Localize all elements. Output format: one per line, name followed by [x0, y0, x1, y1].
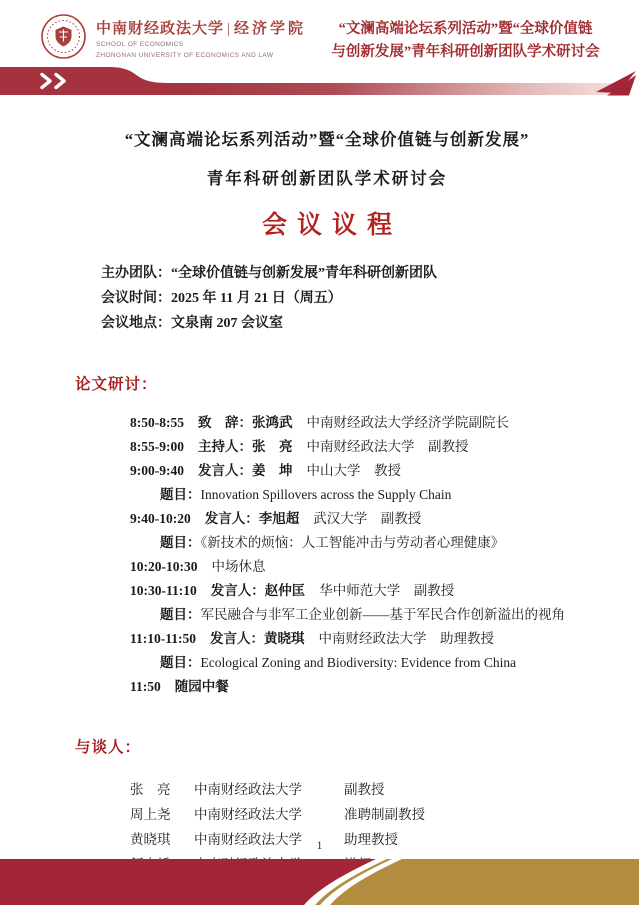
- role-label: 发言人：: [198, 463, 252, 478]
- lunch-label: 随园中餐: [174, 679, 229, 694]
- affiliation-title: 华中师范大学 副教授: [319, 583, 455, 598]
- role-label: 发言人：: [204, 511, 259, 526]
- logo-cn-name: 中南财经政法大学 | 经济学院: [96, 21, 307, 37]
- topic-row: [130, 651, 579, 675]
- time-slot: 9:40-10:20: [130, 511, 191, 526]
- topic-label: 题目：: [160, 487, 201, 502]
- university-logo: [40, 13, 306, 64]
- topic-label: 题目：: [160, 607, 201, 622]
- person-name: 李旭超: [258, 511, 300, 526]
- discussant-title: 副教授: [344, 782, 385, 797]
- schedule-row: [130, 555, 579, 579]
- logo-en-line1: SCHOOL OF ECONOMICS: [96, 41, 184, 48]
- host-team-label: 主办团队：: [101, 266, 171, 281]
- discussant-affiliation: 中南财经政法大学: [194, 832, 302, 847]
- schedule-list: [130, 411, 579, 699]
- meta-info: [101, 261, 579, 336]
- affiliation-title: 武汉大学 副教授: [313, 511, 422, 526]
- time-slot: 11:50: [130, 679, 161, 694]
- discussant-row: [130, 777, 579, 802]
- meeting-time-label: 会议时间：: [101, 291, 171, 306]
- agenda-title: 会议议程: [261, 212, 402, 239]
- person-name: 赵仲匡: [264, 583, 306, 598]
- person-name: 姜 坤: [252, 463, 293, 478]
- affiliation-title: 中南财经政法大学经济学院副院长: [306, 415, 509, 430]
- discussants-heading: 与谈人：: [75, 739, 142, 756]
- page-number: 1: [316, 838, 323, 852]
- discussant-affiliation: 中南财经政法大学: [194, 807, 302, 822]
- host-team-row: [101, 261, 579, 286]
- topic-text: 军民融合与非军工企业创新——基于军民合作创新溢出的视角: [200, 607, 565, 622]
- discussant-title: 准聘制副教授: [344, 807, 425, 822]
- header-event-title: [306, 13, 625, 64]
- role-label: 发言人：: [210, 631, 264, 646]
- document-title-line1: “文澜高端论坛系列活动”暨“全球价值链与创新发展”: [124, 130, 530, 149]
- schedule-row: [130, 435, 579, 459]
- time-slot: 10:20-10:30: [130, 559, 198, 574]
- discussant-name: 周上尧: [130, 807, 171, 822]
- topic-label: 题目：: [160, 535, 201, 550]
- affiliation-title: 中南财经政法大学 助理教授: [318, 631, 494, 646]
- time-slot: 11:10-11:50: [130, 631, 196, 646]
- logo-text: [96, 17, 306, 60]
- meeting-venue-row: [101, 311, 579, 336]
- header-banner-graphic: [0, 64, 639, 110]
- paper-session-heading: 论文研讨：: [75, 376, 158, 393]
- meeting-time-row: [101, 286, 579, 311]
- affiliation-title: 中南财经政法大学 副教授: [306, 439, 469, 454]
- role-label: 发言人：: [210, 583, 265, 598]
- affiliation-title: 中山大学 教授: [306, 463, 401, 478]
- discussant-name: 黄晓琪: [130, 832, 171, 847]
- logo-en-line2: ZHONGNAN UNIVERSITY OF ECONOMICS AND LAW: [96, 52, 274, 59]
- schedule-row: [130, 675, 579, 699]
- schedule-row: [130, 507, 579, 531]
- topic-row: [130, 483, 579, 507]
- banner-gradient-bar: [138, 83, 622, 95]
- person-name: 张鸿武: [252, 415, 293, 430]
- time-slot: 10:30-11:10: [130, 583, 197, 598]
- topic-text: Innovation Spillovers across the Supply Chain: [200, 487, 452, 502]
- meeting-venue-value: 文泉南 207 会议室: [171, 316, 283, 331]
- schedule-row: [130, 411, 579, 435]
- topic-row: [130, 531, 579, 555]
- header: [0, 0, 639, 64]
- discussant-title: 助理教授: [344, 832, 398, 847]
- meeting-venue-label: 会议地点：: [101, 316, 171, 331]
- banner-left-block: [0, 67, 170, 95]
- topic-label: 题目：: [160, 655, 201, 670]
- discussant-affiliation: 中南财经政法大学: [194, 782, 302, 797]
- topic-row: [130, 603, 579, 627]
- break-label: 中场休息: [211, 559, 266, 574]
- host-team-value: “全球价值链与创新发展”青年科研创新团队: [171, 266, 437, 281]
- time-slot: 9:00-9:40: [130, 463, 184, 478]
- document-body: [0, 126, 639, 902]
- header-event-title-line2: 与创新发展”青年科研创新团队学术研讨会: [331, 44, 600, 60]
- document-title-line2: 青年科研创新团队学术研讨会: [206, 169, 448, 188]
- topic-text: 《新技术的烦恼：人工智能冲击与劳动者心理健康》: [200, 535, 505, 550]
- discussant-row: [130, 802, 579, 827]
- footer-band-graphic: [0, 859, 639, 905]
- logo-divider: |: [227, 21, 232, 37]
- header-event-title-line1: “文澜高端论坛系列活动”暨“全球价值链: [338, 21, 593, 37]
- meeting-time-value: 2025 年 11 月 21 日（周五）: [171, 291, 342, 306]
- topic-text: Ecological Zoning and Biodiversity: Evidence from China: [200, 655, 517, 670]
- person-name: 黄晓琪: [264, 631, 305, 646]
- role-label: 主持人：: [198, 439, 252, 454]
- time-slot: 8:50-8:55: [130, 415, 184, 430]
- role-label: 致 辞：: [198, 415, 252, 430]
- schedule-row: [130, 579, 579, 603]
- university-seal-icon: [40, 13, 87, 65]
- schedule-row: [130, 627, 579, 651]
- schedule-row: [130, 459, 579, 483]
- discussant-name: 张 亮: [130, 782, 171, 797]
- time-slot: 8:55-9:00: [130, 439, 184, 454]
- person-name: 张 亮: [252, 439, 293, 454]
